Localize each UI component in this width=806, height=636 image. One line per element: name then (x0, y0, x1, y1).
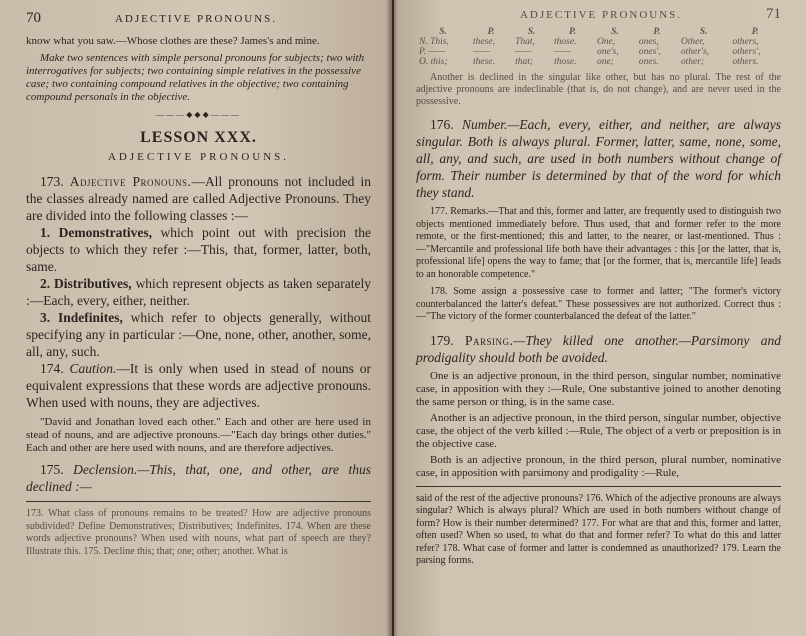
lesson-title: LESSON XXX. (140, 129, 257, 146)
paragraph-text: —This, that, one, and other, are thus declined :— (26, 462, 372, 494)
table-cell: One, (596, 37, 616, 47)
paragraph-174 (26, 360, 371, 411)
table-cell: ones, (638, 37, 659, 47)
book-gutter (386, 0, 398, 636)
table-cell: O. this; (419, 57, 448, 67)
table-cell: P. —— (419, 47, 446, 57)
table-cell: that; (515, 57, 534, 67)
paragraph-heading: Adjective Pronouns. (69, 174, 192, 189)
declension-row (416, 37, 781, 47)
paragraph-179 (416, 332, 781, 366)
paragraph-number: 174. (40, 361, 64, 376)
paragraph-173 (26, 173, 371, 224)
header-cell: S. (611, 27, 619, 37)
table-cell: N. This, (419, 37, 449, 47)
item-label: 1. Demonstratives, (40, 225, 152, 240)
declension-row (416, 57, 781, 67)
left-page-content (26, 10, 371, 558)
table-cell: ones. (638, 57, 659, 67)
top-text: know what you saw.—Whose clothes are these? James's and mine. (26, 35, 320, 47)
paragraph-heading: Number. (461, 117, 508, 132)
item-label: 3. Indefinites, (40, 310, 123, 325)
parse-one: One is an adjective pronoun, in the third person, singular number, nominative case, in apposition with they :—Rule, One substantive joined to another denoting the same person or thing, is in the same case. (416, 369, 781, 408)
table-cell: other; (680, 57, 705, 67)
footnote-rule (26, 501, 371, 502)
page-number: 70 (26, 10, 41, 26)
table-cell: these. (473, 57, 495, 67)
header-cell: P. (569, 27, 576, 37)
table-cell: others. (732, 57, 759, 67)
paragraph-text: —Each, every, either, and neither, are always singular. Both is always plural. Former, latter, same, none, some, all, any, and such, are used in both numbers without change of form. Their number is determined by that of the word for which they stand. (416, 117, 781, 200)
table-cell: these, (473, 37, 495, 47)
left-running-head (26, 10, 371, 27)
item-text: which refer to objects generally, without specifying any in particular :—One, none, other, another, some, all, any, such. (26, 310, 371, 359)
another-note: Another is declined in the singular like other, but has no plural. The rest of the adjective pronouns are indeclinable (that is, do not change), and are never used in the possessive. (416, 72, 781, 107)
lesson-subtitle: ADJECTIVE PRONOUNS. (107, 151, 290, 163)
paragraph-number: 175. (40, 462, 64, 477)
running-title: ADJECTIVE PRONOUNS. (519, 9, 683, 21)
table-cell: ones', (638, 47, 661, 57)
declension-header-row (416, 27, 781, 37)
table-cell: That, (515, 37, 535, 47)
declension-table (416, 27, 781, 67)
paragraph-text: —All pronouns not included in the classes already named are called Adjective Pronouns. They are divided into the following classes :— (26, 174, 371, 223)
paragraph-number: 176. (430, 117, 454, 132)
paragraph-number: 179. (430, 332, 454, 348)
paragraph-text: —It is only when used in stead of nouns or equivalent expressions that these words are adjective pronouns. When used with nouns, they are adjectives. (26, 361, 371, 410)
paragraph-177: 177. Remarks.—That and this, former and latter, are frequently used to distinguish two objects mentioned immediately before. Thus used, that and former refer to the more remote, or the first-mentioned; this and latter, to the nearer, or last-mentioned. Thus :—"Mercantile and professional life both have their advantages : this [or the latter, that is, professional life] opens the way to fame; that [or the former, that is, mercantile life] leads to an honorable competence." (416, 206, 781, 280)
table-cell: those. (554, 57, 577, 67)
item-distributives (26, 275, 371, 309)
table-cell: those. (554, 37, 577, 47)
header-cell: S. (439, 27, 447, 37)
right-page (394, 0, 806, 636)
paragraph-heading: Declension. (73, 462, 138, 477)
paragraph-number: 173. (40, 174, 64, 189)
parse-both: Both is an adjective pronoun, in the third person, plural number, nominative case, in apposition with parsimony and prodigality :—Rule, (416, 453, 781, 479)
header-cell: P. (653, 27, 661, 37)
header-cell: P. (751, 27, 759, 37)
header-cell: P. (487, 27, 495, 37)
item-label: 2. Distributives, (40, 276, 132, 291)
paragraph-176 (416, 116, 781, 201)
table-cell: —— (473, 47, 490, 57)
table-cell: other's, (680, 47, 710, 57)
table-cell: others, (732, 37, 759, 47)
header-cell: S. (527, 27, 536, 37)
item-text: which point out with precision the objects to which they refer :—This, that, former, latter, both, same. (26, 225, 371, 274)
page-number: 71 (766, 6, 781, 22)
paragraph-178: 178. Some assign a possessive case to former and latter; "The former's victory counterbalanced the latter's defeat." These possessives are not authorized. Correct thus :—"The victory of the former counterbalanced the defeat of the latter." (416, 286, 781, 322)
table-cell: others', (732, 47, 761, 57)
table-cell: one; (596, 57, 614, 67)
declension-row (416, 47, 781, 57)
footnote-rule (416, 486, 781, 487)
footnotes: 173. What class of pronouns remains to be treated? How are adjective pronouns subdivided? Define Demonstratives; Distributives; Indefinites. 174. When are these words adjective pronouns? When used with nouns, what part of speech are they? Illustrate this. 175. Decline this; that; one; other; another. What is (26, 508, 371, 557)
running-title: ADJECTIVE PRONOUNS. (114, 13, 278, 25)
table-cell: —— (554, 47, 571, 57)
paragraph-heading: Parsing. (464, 332, 514, 348)
table-cell: Other, (680, 37, 705, 47)
table-cell: —— (515, 47, 533, 57)
paragraph-175 (26, 461, 371, 495)
item-demonstratives (26, 224, 371, 275)
header-cell: S. (699, 27, 708, 37)
footnotes: said of the rest of the adjective pronouns? 176. Which of the adjective pronouns are always singular? Which is always plural? Which are used in both numbers without change of form? How is their number determined? 177. For what are that and this, former and latter, often used? When so used, to what do that and former refer? To what do this and latter refer? 178. What case of former and latter is condemned as unauthorized? 179. Learn the parsing forms. (416, 492, 781, 566)
parse-another: Another is an adjective pronoun, in the third person, singular number, objective case, the object of the verb killed :—Rule, The object of a verb or preposition is in the objective case. (416, 411, 781, 450)
right-running-head (416, 6, 781, 23)
example-quote: "David and Jonathan loved each other." Each and other are here used in stead of nouns, and are adjective pronouns.—"Each day brings other duties." Each and other are here used with nouns, and are therefore adjectives. (26, 416, 371, 454)
left-page (0, 0, 392, 636)
table-cell: one's, (596, 47, 619, 57)
right-page-content (416, 6, 781, 568)
exercise-text: Make two sentences with simple personal pronouns for subjects; two with interrogatives for subjects; two containing simple relatives in the possessive case; two containing compound relatives in the objective; two containing compound personals in the objective. (26, 52, 365, 103)
ornament-divider: ———◆◆◆——— (156, 110, 241, 119)
paragraph-text: —They killed one another.—Parsimony and prodigality should both be avoided. (416, 332, 781, 365)
item-indefinites (26, 309, 371, 360)
item-text: which represent objects as taken separately :—Each, every, either, neither. (26, 276, 371, 308)
paragraph-heading: Caution. (69, 361, 117, 376)
